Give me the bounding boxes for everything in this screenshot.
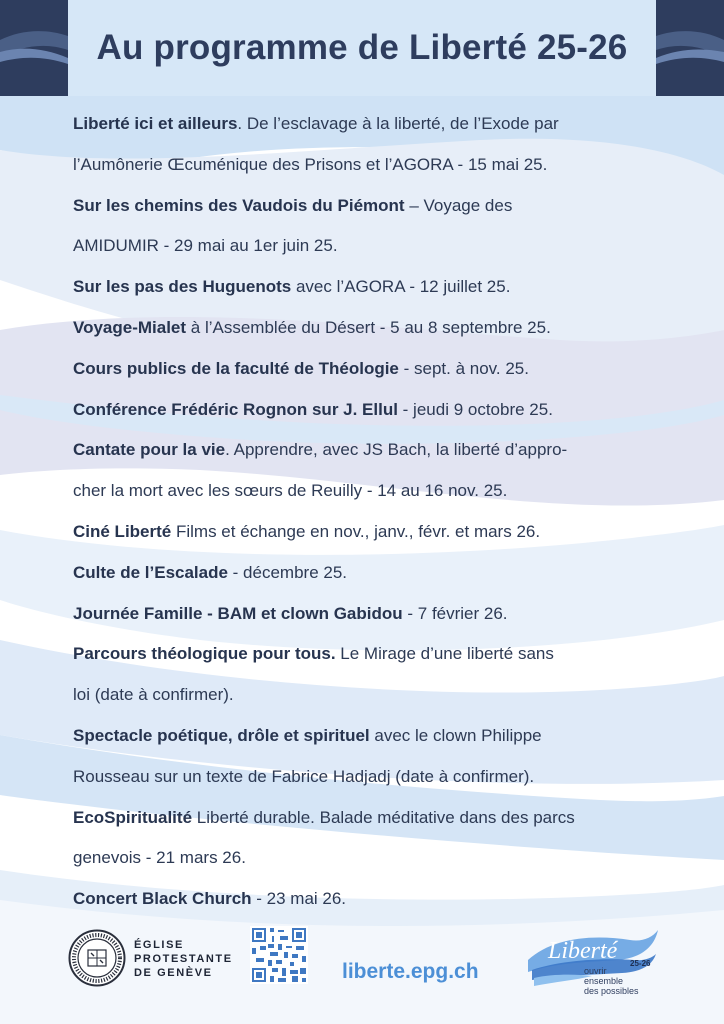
program-line [73,267,663,308]
event-name: EcoSpiritualité [73,807,193,827]
event-details: cher la mort avec les sœurs de Reuilly - 14 au 16 nov. 25. [73,481,508,501]
event-details: loi (date à confirmer). [73,685,234,705]
event-name: Conférence Frédéric Rognon sur J. Ellul [73,399,398,419]
event-name: Voyage-Mialet [73,317,187,337]
event-details: . De l’esclavage à la liberté, de l’Exode par [237,114,559,133]
program-line [73,430,663,471]
program-line [73,675,663,716]
program-line [73,798,663,839]
corner-wave-decoration-left [0,0,68,96]
qr-code-icon[interactable] [250,926,308,984]
program-line [73,634,663,675]
event-details: - jeudi 9 octobre 25. [397,399,553,419]
logo-year: 25-26 [630,959,651,968]
program-line [73,104,663,145]
program-line [73,838,663,879]
program-line [73,390,663,431]
page-title: Au programme de Liberté 25-26 [96,28,628,67]
logo-word: Liberté [548,938,618,964]
program-line [73,716,663,757]
title-banner [68,0,656,96]
program-line [73,879,663,920]
event-name: Ciné Liberté [73,521,172,541]
program-line [73,186,663,227]
event-name: Sur les chemins des Vaudois du Piémont [73,195,405,215]
program-line [73,349,663,390]
church-name: ÉGLISE PROTESTANTE DE GENÈVE [134,939,233,979]
event-details: genevois - 21 mars 26. [73,848,246,868]
event-details: Le Mirage d’une liberté sans [335,644,554,664]
event-details: Rousseau sur un texte de Fabrice Hadjadj (date à confirmer). [73,766,535,786]
website-link[interactable]: liberte.epg.ch [342,960,479,983]
event-details: avec l’AGORA - 12 juillet 25. [291,277,511,297]
event-name: Cours publics de la faculté de Théologie [73,358,399,378]
event-name: Journée Famille - BAM et clown Gabidou [73,603,403,623]
event-details: - sept. à nov. 25. [398,358,529,378]
event-name: Liberté ici et ailleurs [73,114,238,133]
program-line [73,471,663,512]
event-name: Sur les pas des Huguenots [73,277,292,297]
event-details: – Voyage des [404,195,513,215]
program-line [73,594,663,635]
event-name: Culte de l’Escalade [73,562,228,582]
event-details: - 7 février 26. [402,603,508,623]
logo-tagline: ouvrir ensemble des possibles [584,966,639,996]
corner-wave-decoration-right [656,0,724,96]
church-seal-icon [68,929,126,987]
program-line [73,308,663,349]
event-name: Concert Black Church [73,889,252,909]
program-line [73,512,663,553]
program-line [73,145,663,186]
program-list [73,104,663,920]
event-details: AMIDUMIR - 29 mai au 1er juin 25. [73,236,338,256]
event-name: Parcours théologique pour tous. [73,644,336,664]
event-details: l’Aumônerie Œcuménique des Prisons et l’AGORA - 15 mai 25. [73,154,548,174]
event-name: Cantate pour la vie [73,440,226,460]
event-details: Liberté durable. Balade méditative dans des parcs [192,807,575,827]
event-details: Films et échange en nov., janv., févr. et mars 26. [171,521,541,541]
event-details: à l’Assemblée du Désert - 5 au 8 septembre 25. [186,317,551,337]
event-details: avec le clown Philippe [369,725,542,745]
program-line [73,553,663,594]
event-details: - décembre 25. [227,562,348,582]
event-name: Spectacle poétique, drôle et spirituel [73,725,370,745]
event-details: . Apprendre, avec JS Bach, la liberté d’appro- [225,440,568,460]
program-line [73,757,663,798]
program-line [73,226,663,267]
event-details: - 23 mai 26. [251,889,347,909]
